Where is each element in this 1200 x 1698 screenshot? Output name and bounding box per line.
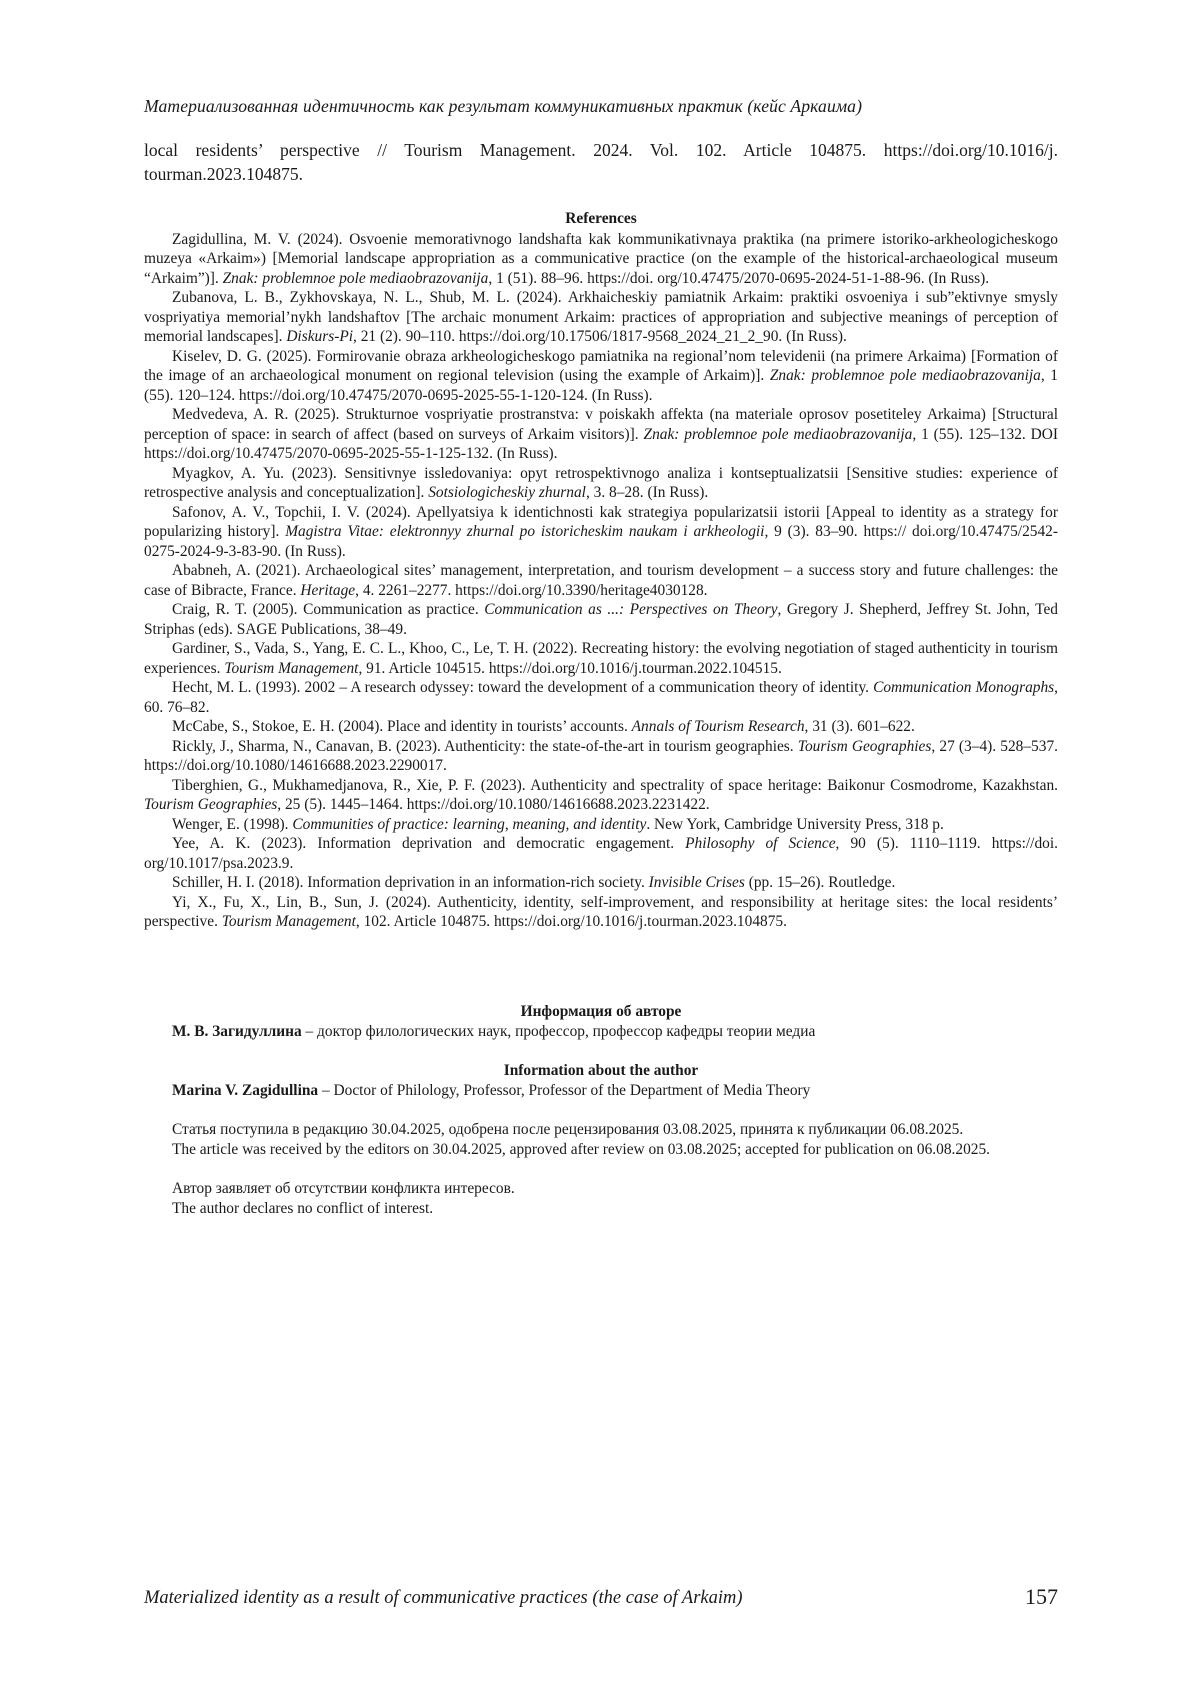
author-info-ru xyxy=(144,1002,1058,1041)
reference-source-title: Znak: problemnoe pole mediaobrazovanija xyxy=(222,269,489,287)
reference-entry xyxy=(144,776,1058,815)
reference-text: Craig, R. T. (2005). Communication as practice. xyxy=(172,601,485,618)
reference-source-title: Tourism Management xyxy=(224,659,359,677)
reference-details: 9 (3). 83–90. https:// doi.org/10.47475/2542-0275-2024-9-3-83-90. (In Russ). xyxy=(144,523,1058,560)
reference-details: , 25 (5). 1445–1464. https://doi.org/10.1080/14616688.2023.2231422. xyxy=(277,796,710,813)
reference-entry xyxy=(144,639,1058,678)
reference-text: Wenger, E. (1998). xyxy=(172,815,293,833)
reference-entry xyxy=(144,737,1058,776)
references-heading: References xyxy=(565,210,637,227)
reference-details: , 91. Article 104515. https://doi.org/10.1016/j.tourman.2022.104515. xyxy=(358,659,782,677)
reference-source-title: Annals of Tourism Research xyxy=(631,718,805,735)
reference-details: , 90 (5). 1110–1119. https://doi. org/10.1017/psa.2023.9. xyxy=(144,835,1058,872)
reference-source-title: Philosophy of Science xyxy=(685,835,836,852)
conflict-statement-ru: Автор заявляет об отсутствии конфликта интересов. xyxy=(172,1180,515,1197)
reference-text: Ababneh, A. (2021). Archaeological sites’ management, interpretation, and tourism development – a success story and future challenges: the case of Bibracte, France. xyxy=(144,562,1058,599)
reference-text: Kiselev, D. G. (2025). Formirovanie obraza arkheologicheskogo pamiatnika na regional’nom televidenii (na primere Arkaima) [Formation of the image of an archaeological monument on regional television (using the example of Arkaim)]. xyxy=(144,347,1058,384)
reference-entry xyxy=(144,717,1058,737)
reference-details: , 60. 76–82. xyxy=(144,679,1059,716)
reference-details: . New York, Cambridge University Press, 318 p. xyxy=(646,815,944,833)
reference-details: (pp. 15–26). Routledge. xyxy=(744,874,896,891)
reference-details: , 1 (55). 125–132. DOI https://doi.org/10.47475/2070-0695-2025-55-1-125-132. (In Russ). xyxy=(144,425,1058,462)
submission-dates-ru: Статья поступила в редакцию 30.04.2025, одобрена после рецензирования 03.08.2025, принята к публикации 06.08.2025. xyxy=(172,1121,964,1138)
author-name-en: Marina V. Zagidullina xyxy=(172,1081,319,1099)
reference-source-title: Znak: problemnoe pole mediaobrazovanija xyxy=(769,367,1041,384)
reference-text: Safonov, A. V., Topchii, I. V. (2024). Apellyatsiya k identichnosti kak strategiya popularizatsii istorii [Appeal to identity as a strategy for popularizing history]. xyxy=(144,503,1058,540)
references-section xyxy=(144,209,1058,932)
reference-continuation xyxy=(144,138,1058,186)
reference-entry xyxy=(144,600,1058,639)
author-info-ru-text xyxy=(144,1022,1058,1042)
footer-title: Materialized identity as a result of communicative practices (the case of Arkaim) xyxy=(144,1588,743,1608)
reference-entry xyxy=(144,230,1058,289)
reference-text: Zagidullina, M. V. (2024). Osvoenie memorativnogo landshafta kak kommunikativnaya praktika (na primere istoriko-arkheologicheskogo muzeya «Arkaim») [Memorial landscape appropriation as a communicative practice (on the example of the historical-archaeological museum “Arkaim”)]. xyxy=(144,230,1058,287)
reference-source-title: Communities of practice: learning, meaning, and identity xyxy=(292,815,647,833)
reference-text: Rickly, J., Sharma, N., Canavan, B. (2023). Authenticity: the state-of-the-art in tourism geographies. xyxy=(172,737,798,755)
author-info-en-text xyxy=(144,1081,1058,1101)
reference-details: , 21 (2). 90–110. https://doi.org/10.17506/1817-9568_2024_21_2_90. (In Russ). xyxy=(353,328,847,345)
reference-entry xyxy=(144,561,1058,600)
journal-page xyxy=(144,0,1058,1698)
submission-dates-en: The article was received by the editors on 30.04.2025, approved after review on 03.08.2025; accepted for publication on 06.08.2025. xyxy=(172,1140,991,1158)
reference-entry xyxy=(144,834,1058,873)
reference-text: Zubanova, L. B., Zykhovskaya, N. L., Shub, M. L. (2024). Arkhaicheskiy pamiatnik Arkaim: praktiki osvoeniya i sub”ektivnye smysly vospriyatiya memorial’nykh landshaftov [The archaic monument Arkaim: practices of appropriation and subjective meanings of perception of memorial landscapes]. xyxy=(144,289,1058,345)
page-number: 157 xyxy=(1025,1584,1058,1609)
reference-text: Tiberghien, G., Mukhamedjanova, R., Xie, P. F. (2023). Authenticity and spectrality of space heritage: Baikonur Cosmodrome, Kazakhstan. xyxy=(172,776,1058,794)
author-name-ru: М. В. Загидуллина xyxy=(172,1022,302,1040)
reference-text: Hecht, M. L. (1993). 2002 – A research odyssey: toward the development of a communication theory of identity. xyxy=(172,679,874,696)
reference-source-title: Communication Monographs xyxy=(873,679,1055,696)
reference-entry xyxy=(144,464,1058,503)
author-desc-ru: – доктор филологических наук, профессор, профессор кафедры теории медиа xyxy=(301,1022,816,1040)
reference-text: Schiller, H. I. (2018). Information deprivation in an information-rich society. xyxy=(172,874,649,891)
reference-text: Medvedeva, A. R. (2025). Strukturnoe vospriyatie prostranstva: v poiskakh affekta (na materiale oprosov posetiteley Arkaima) [Structural perception of space: in search of affect (based on surveys of Arkaim visitors)]. xyxy=(144,406,1058,443)
references-list xyxy=(144,230,1058,932)
reference-entry xyxy=(144,873,1058,893)
reference-source-title: Invisible Crises xyxy=(648,874,745,891)
reference-details: , 1 (55). 120–124. https://doi.org/10.47475/2070-0695-2025-55-1-120-124. (In Russ). xyxy=(144,367,1059,404)
reference-source-title: Tourism Geographies xyxy=(797,737,932,755)
conflict-statement xyxy=(144,1179,1058,1218)
reference-details: , 102. Article 104875. https://doi.org/10.1016/j.tourman.2023.104875. xyxy=(355,913,787,930)
continuation-text: local residents’ perspective // Tourism Management. 2024. Vol. 102. Article 104875. https://doi.org/10.1016/j. tourman.2023.104875. xyxy=(144,140,1058,184)
reference-details: , 3. 8–28. (In Russ). xyxy=(585,484,709,501)
reference-source-title: Communication as ...: Perspectives on Theory xyxy=(484,601,778,618)
reference-entry xyxy=(144,503,1058,562)
reference-entry xyxy=(144,288,1058,347)
author-info-ru-heading: Информация об авторе xyxy=(520,1003,682,1020)
reference-entry xyxy=(144,405,1058,464)
reference-text: McCabe, S., Stokoe, E. H. (2004). Place and identity in tourists’ accounts. xyxy=(172,718,632,735)
author-info-en-heading: Information about the author xyxy=(503,1062,699,1079)
author-desc-en: – Doctor of Philology, Professor, Professor of the Department of Media Theory xyxy=(318,1081,811,1099)
reference-entry xyxy=(144,815,1058,835)
reference-source-title: Tourism Management xyxy=(221,913,356,930)
reference-text: Gardiner, S., Vada, S., Yang, E. C. L., Khoo, C., Le, T. H. (2022). Recreating history: the evolving negotiation of staged authenticity in tourism experiences. xyxy=(144,640,1058,677)
reference-entry xyxy=(144,893,1058,932)
reference-text: Yee, A. K. (2023). Information deprivation and democratic engagement. xyxy=(172,835,686,852)
reference-text: Myagkov, A. Yu. (2023). Sensitivnye issledovaniya: opyt retrospektivnogo analiza i kontseptualizatsii [Sensitive studies: experience of retrospective analysis and conceptualization]. xyxy=(144,464,1058,501)
author-info-en xyxy=(144,1061,1058,1100)
reference-details: , 31 (3). 601–622. xyxy=(804,718,915,735)
submission-dates xyxy=(144,1120,1058,1159)
reference-entry xyxy=(144,347,1058,406)
reference-source-title: Znak: problemnoe pole mediaobrazovanija xyxy=(643,425,913,443)
reference-source-title: Magistra Vitae: elektronnyy zhurnal po istoricheskim naukam i arkheologii, xyxy=(285,523,769,540)
reference-details: , 27 (3–4). 528–537. https://doi.org/10.1080/14616688.2023.2290017. xyxy=(144,737,1058,774)
reference-details: , 4. 2261–2277. https://doi.org/10.3390/heritage4030128. xyxy=(355,581,708,599)
reference-source-title: Heritage xyxy=(300,581,356,599)
reference-details: , 1 (51). 88–96. https://doi. org/10.47475/2070-0695-2024-51-1-88-96. (In Russ). xyxy=(488,269,990,287)
reference-source-title: Tourism Geographies xyxy=(144,796,278,813)
reference-text: Yi, X., Fu, X., Lin, B., Sun, J. (2024). Authenticity, identity, self-improvement, and responsibility at heritage sites: the local residents’ perspective. xyxy=(144,893,1058,930)
reference-entry xyxy=(144,678,1058,717)
reference-source-title: Sotsiologicheskiy zhurnal xyxy=(428,484,586,501)
conflict-statement-en: The author declares no conflict of interest. xyxy=(172,1199,434,1217)
reference-source-title: Diskurs-Pi xyxy=(286,328,354,345)
reference-details: , Gregory J. Shepherd, Jeffrey St. John, Ted Striphas (eds). SAGE Publications, 38–49. xyxy=(144,601,1058,638)
running-head: Материализованная идентичность как результат коммуникативных практик (кейс Аркаима) xyxy=(144,96,863,116)
